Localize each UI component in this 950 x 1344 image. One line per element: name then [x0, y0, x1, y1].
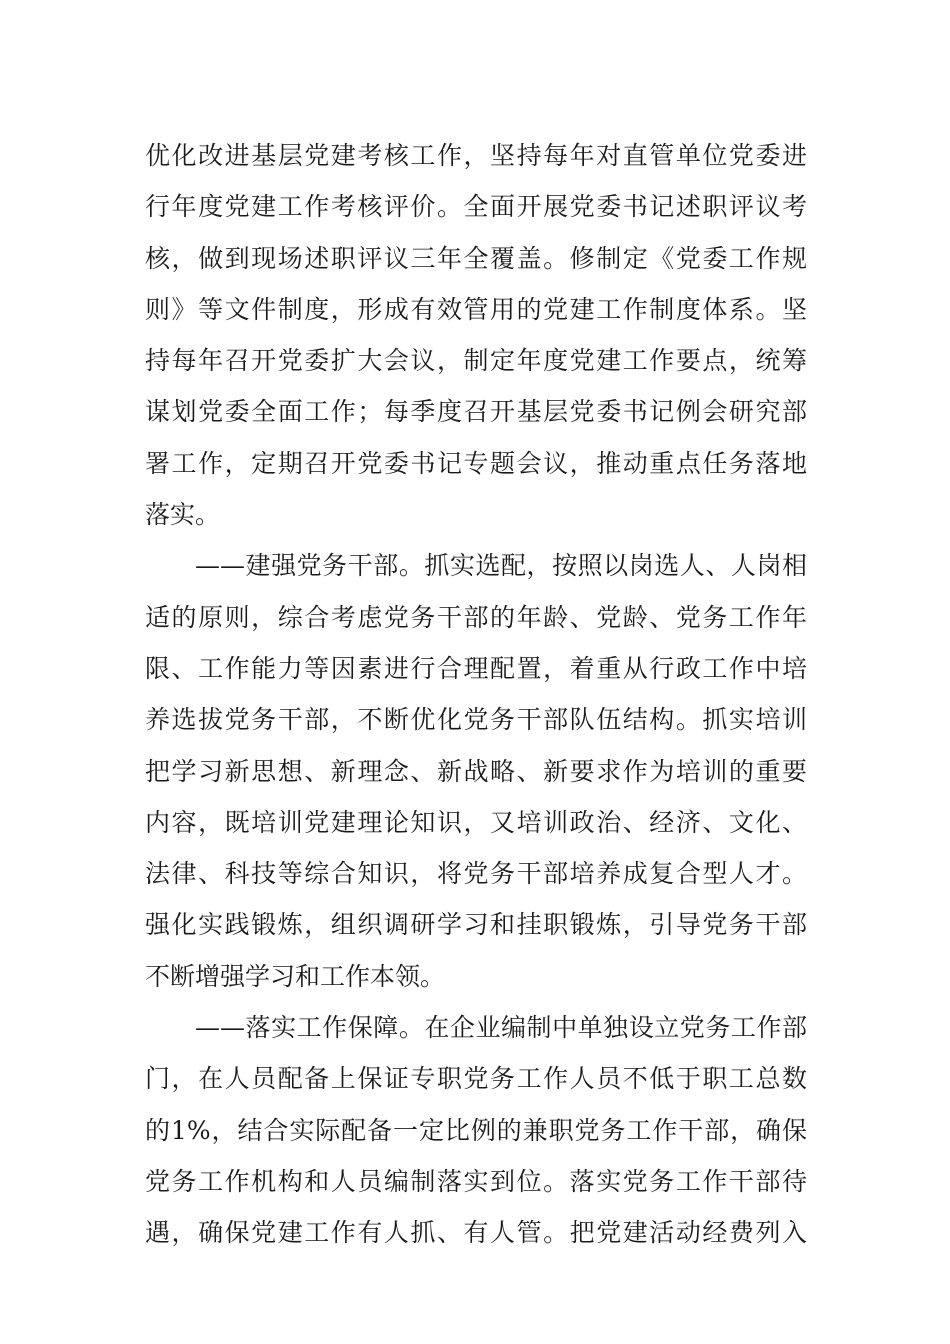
text-line: ——落实工作保障。在企业编制中单独设立党务工作部 — [195, 1013, 807, 1043]
text-line: 法律、科技等综合知识，将党务干部培养成复合型人才。 — [145, 859, 807, 889]
text-line: 不断增强学习和工作本领。 — [145, 961, 446, 991]
document-body — [145, 130, 807, 1259]
text-line: 强化实践锻炼，组织调研学习和挂职锻炼，引导党务干部 — [145, 910, 807, 940]
text-line: 则》等文件制度，形成有效管用的党建工作制度体系。坚 — [145, 294, 807, 324]
text-line: 党务工作机构和人员编制落实到位。落实党务工作干部待 — [145, 1166, 807, 1196]
text-line: 署工作，定期召开党委书记专题会议，推动重点任务落地 — [145, 448, 807, 478]
text-line: 把学习新思想、新理念、新战略、新要求作为培训的重要 — [145, 756, 807, 786]
text-line: 核，做到现场述职评议三年全覆盖。修制定《党委工作规 — [145, 243, 807, 273]
text-line: ——建强党务干部。抓实选配，按照以岗选人、人岗相 — [195, 551, 807, 581]
text-line: 的1%，结合实际配备一定比例的兼职党务工作干部，确保 — [145, 1115, 807, 1145]
text-line: 遇，确保党建工作有人抓、有人管。把党建活动经费列入 — [145, 1218, 807, 1248]
text-line: 行年度党建工作考核评价。全面开展党委书记述职评议考 — [145, 192, 807, 222]
paragraph-work-guarantee — [145, 1002, 807, 1258]
text-line: 养选拔党务干部，不断优化党务干部队伍结构。抓实培训 — [145, 705, 807, 735]
text-line: 落实。 — [145, 500, 221, 530]
text-line: 谋划党委全面工作；每季度召开基层党委书记例会研究部 — [145, 397, 807, 427]
text-line: 限、工作能力等因素进行合理配置，着重从行政工作中培 — [145, 653, 807, 683]
text-line: 持每年召开党委扩大会议，制定年度党建工作要点，统筹 — [145, 346, 807, 376]
paragraph-party-cadres — [145, 540, 807, 1002]
text-line: 内容，既培训党建理论知识，又培训政治、经济、文化、 — [145, 807, 807, 837]
text-line: 优化改进基层党建考核工作，坚持每年对直管单位党委进 — [145, 141, 807, 170]
text-line: 门，在人员配备上保证专职党务工作人员不低于职工总数 — [145, 1064, 807, 1094]
text-line: 适的原则，综合考虑党务干部的年龄、党龄、党务工作年 — [145, 602, 807, 632]
paragraph-assessment — [145, 130, 807, 540]
